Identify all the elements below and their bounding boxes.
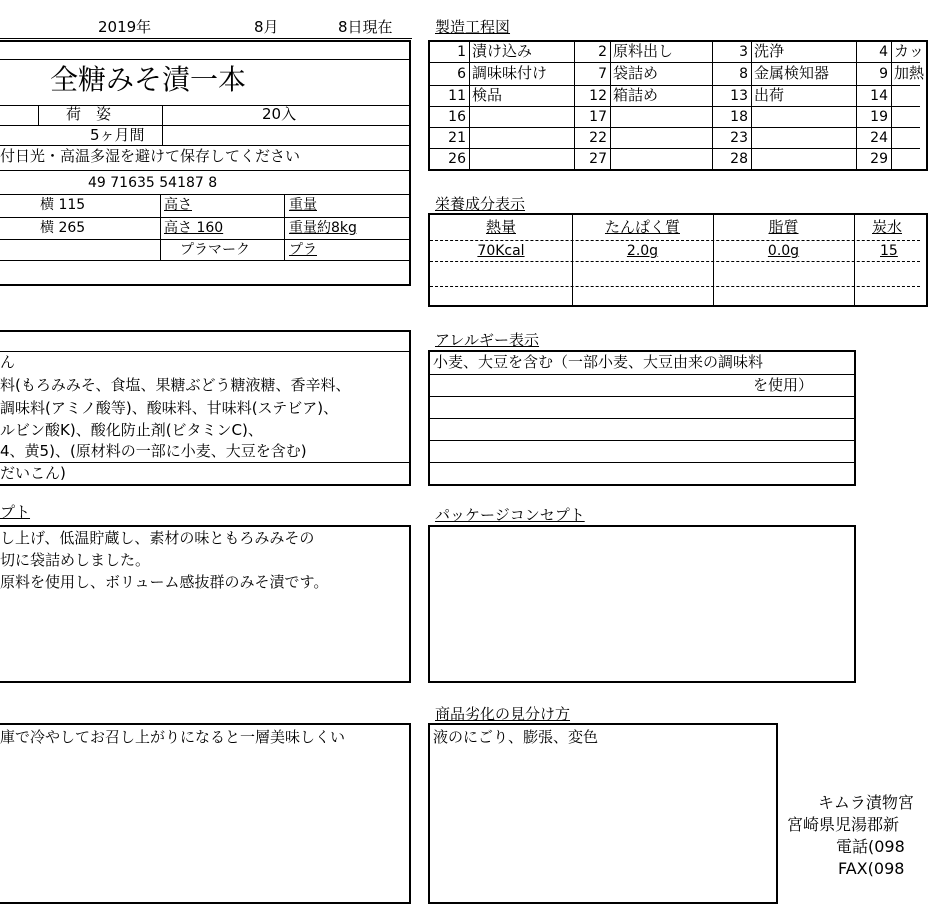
package-concept-box [428, 525, 856, 683]
process-step-number: 23 [730, 130, 748, 146]
package-value: 20入 [262, 105, 297, 123]
concept-line: し上げ、低温貯蔵し、素材の味ともろみみその [0, 529, 315, 547]
dim-height-1: 高さ [164, 197, 192, 213]
ingredients-line: ルビン酸K)、酸化防止剤(ビタミンC)、 [0, 421, 263, 439]
process-step-number: 6 [457, 66, 466, 82]
company-tel: 電話(098 [836, 837, 905, 856]
process-step-number: 3 [739, 44, 748, 60]
process-step-name: 加熱 [894, 64, 925, 82]
nutrition-value: 0.0g [767, 243, 800, 259]
storage-note: 付日光・高温多湿を避けて保存してください [0, 147, 301, 165]
process-step-name: 袋詰め [613, 64, 659, 82]
jan-code: 49 71635 54187 8 [88, 175, 218, 191]
process-step-number: 28 [730, 151, 748, 167]
product-name: 全糖みそ漬一本 [50, 63, 247, 96]
nutrition-header: 脂質 [768, 218, 799, 236]
deterioration-text: 液のにごり、膨張、変色 [433, 728, 599, 746]
process-step-name: 原料出し [613, 42, 674, 60]
dim-width-1: 横 115 [40, 197, 86, 213]
nutrition-value: 2.0g [626, 243, 659, 259]
allergy-line-2: を使用） [753, 376, 814, 394]
date-month: 8月 [254, 18, 279, 36]
dim-height-2: 高さ 160 [164, 220, 224, 236]
serving-text: 庫で冷やしてお召し上がりになると一層美味しくい [0, 728, 346, 746]
nutrition-header: 熱量 [485, 218, 516, 236]
package-label: 荷 姿 [66, 105, 112, 123]
process-step-number: 29 [870, 151, 888, 167]
concept-line: 切に袋詰めしました。 [0, 551, 151, 569]
process-step-number: 12 [589, 88, 607, 104]
process-step-name: 検品 [472, 86, 503, 104]
process-step-number: 22 [589, 130, 607, 146]
package-concept-title: パッケージコンセプト [435, 506, 585, 524]
date-year: 2019年 [98, 18, 152, 36]
process-step-number: 16 [448, 109, 466, 125]
process-step-number: 19 [870, 109, 888, 125]
dim-weight-2: 重量約8kg [289, 220, 357, 236]
process-step-name: 金属検知器 [754, 64, 830, 82]
serving-box [0, 723, 411, 904]
process-step-number: 13 [730, 88, 748, 104]
process-step-number: 21 [448, 130, 466, 146]
process-step-number: 18 [730, 109, 748, 125]
process-step-number: 9 [879, 66, 888, 82]
process-step-number: 11 [448, 88, 466, 104]
process-step-number: 4 [879, 44, 888, 60]
company-fax: FAX(098 [838, 859, 905, 878]
nutrition-header: 炭水 [872, 218, 903, 236]
process-step-number: 8 [739, 66, 748, 82]
process-step-name: カッ [894, 42, 924, 60]
ingredients-line: だいこん) [0, 464, 66, 482]
allergy-line-1: 小麦、大豆を含む（一部小麦、大豆由来の調味料 [433, 353, 764, 371]
process-step-name: 箱詰め [613, 86, 659, 104]
allergy-title: アレルギー表示 [435, 331, 540, 349]
deterioration-box [428, 723, 778, 904]
process-title: 製造工程図 [435, 18, 511, 36]
deterioration-title: 商品劣化の見分け方 [435, 705, 571, 723]
nutrition-value: 70Kcal [477, 243, 525, 259]
ingredients-line: 4、黄5)、(原材料の一部に小麦、大豆を含む) [0, 442, 307, 460]
ingredients-line: 調味料(アミノ酸等)、酸味料、甘味料(ステビア)、 [0, 399, 339, 417]
nutrition-header: たんぱく質 [604, 218, 680, 236]
pla-mark-label: プラマーク [180, 242, 250, 258]
pla-mark-value: プラ [289, 242, 317, 258]
process-step-number: 27 [589, 151, 607, 167]
nutrition-value: 15 [880, 243, 898, 259]
process-step-name: 出荷 [754, 86, 785, 104]
ingredients-line: 料(もろみみそ、食塩、果糖ぶどう糖液糖、香辛料、 [0, 376, 351, 394]
dim-width-2: 横 265 [40, 220, 86, 236]
concept-line: 原料を使用し、ボリューム感抜群のみそ漬です。 [0, 573, 329, 591]
process-step-number: 24 [870, 130, 888, 146]
company-name: キムラ漬物宮 [818, 793, 914, 812]
concept-box [0, 525, 411, 683]
process-step-number: 2 [598, 44, 607, 60]
date-day-status: 8日現在 [338, 18, 393, 36]
process-step-name: 洗浄 [754, 42, 785, 60]
process-step-number: 14 [870, 88, 888, 104]
concept-title: プト [0, 503, 31, 521]
process-step-number: 1 [457, 44, 466, 60]
shelf-life: 5ヶ月間 [90, 126, 145, 144]
header-rule [0, 38, 412, 39]
process-step-name: 漬け込み [472, 42, 533, 60]
nutrition-title: 栄養成分表示 [435, 195, 526, 213]
process-step-number: 17 [589, 109, 607, 125]
process-step-number: 7 [598, 66, 607, 82]
company-address: 宮崎県児湯郡新 [787, 815, 900, 834]
process-step-number: 26 [448, 151, 466, 167]
process-step-name: 調味味付け [472, 64, 548, 82]
dim-weight-1: 重量 [289, 197, 317, 213]
ingredients-line: ん [0, 353, 16, 371]
